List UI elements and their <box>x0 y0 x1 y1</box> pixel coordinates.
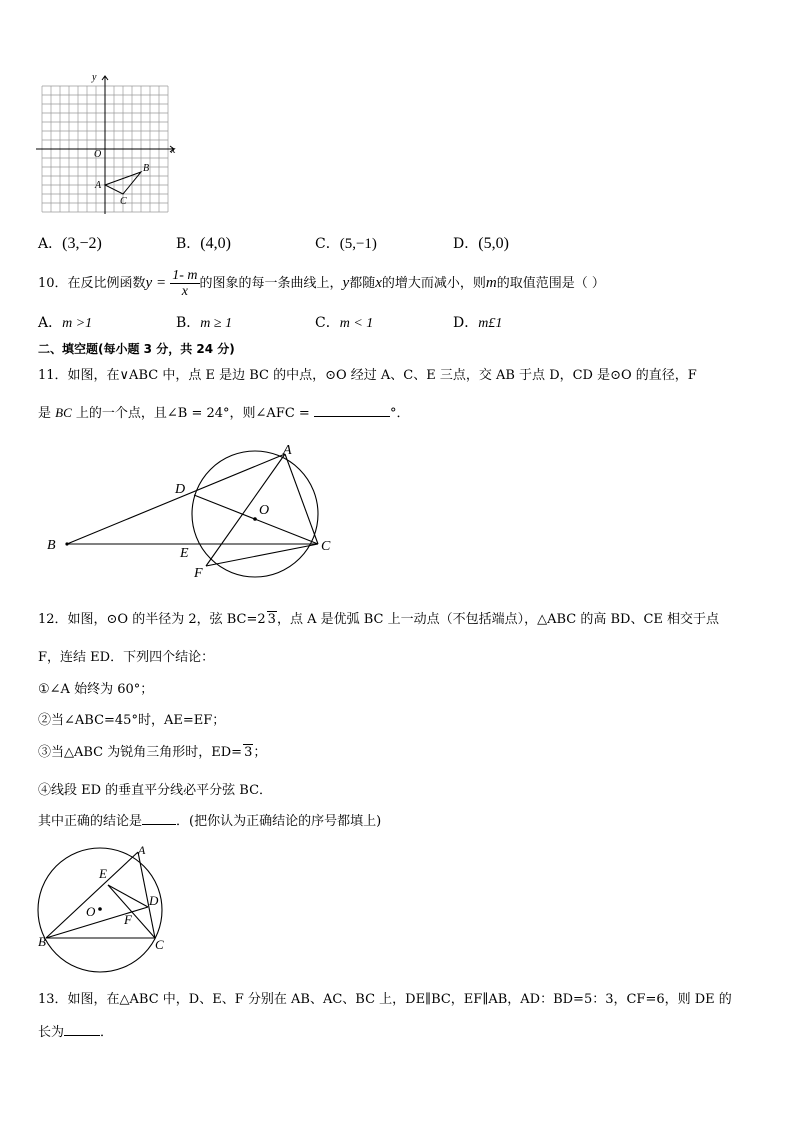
q9-option-c <box>315 233 377 253</box>
q10-var-y: y <box>342 275 350 291</box>
q9-option-d <box>453 233 509 253</box>
q10-option-a-value: m >1 <box>62 316 93 331</box>
q11-circle-figure <box>60 440 340 580</box>
q10-func-lhs: y = <box>145 275 167 291</box>
q12-c3-pre: ③当△ABC 为锐角三角形时，ED= <box>38 745 243 760</box>
q9-point-b-label: B <box>143 163 150 174</box>
q11-label-b: B <box>47 538 56 553</box>
q12-line1-pre: 12．如图，⊙O 的半径为 2，弦 BC=2 <box>38 612 266 627</box>
q10-frac-den: x <box>181 284 188 299</box>
q9-point-a-label: A <box>95 180 102 191</box>
q10-var-x: x <box>375 275 382 291</box>
q10-option-b-value: m ≥ 1 <box>200 316 233 331</box>
q12-c3-sqrt3: 3 <box>244 745 253 760</box>
q10-post3: 的增大而减小，则 <box>381 276 486 291</box>
q10-option-a-letter: A． <box>38 315 63 331</box>
q12-label-e: E <box>99 866 107 881</box>
q10-post1: 的图象的每一条曲线上， <box>199 276 343 291</box>
q10-stem <box>38 266 605 301</box>
q9-option-b <box>176 233 231 253</box>
q9-option-c-letter: C． <box>315 236 340 252</box>
q10-option-d-letter: D． <box>453 315 479 331</box>
q9-point-c-label: C <box>120 196 127 207</box>
q9-option-a <box>38 233 102 253</box>
q9-option-d-value: (5,0) <box>478 235 509 252</box>
q11-line2 <box>38 402 409 421</box>
q11-label-o: O <box>259 503 270 518</box>
q13-line1: 13．如图，在△ABC 中，D、E、F 分别在 AB、AC、BC 上，DE∥BC，EF∥AB，AD：BD=5：3，CF=6，则 DE 的 <box>38 992 732 1007</box>
q10-option-b-letter: B． <box>176 315 201 331</box>
q9-option-c-value: (5,−1) <box>339 236 377 252</box>
q13-answer-blank[interactable] <box>64 1035 100 1036</box>
q11-line2-pre: 是 <box>38 406 56 421</box>
q10-var-m: m <box>485 275 497 291</box>
q10-option-c-letter: C． <box>315 315 340 331</box>
q12-conclusion-4: ④线段 ED 的垂直平分线必平分弦 BC． <box>38 783 273 798</box>
q11-line2-mid: 上的一个点，且∠B = 24°，则∠AFC = <box>71 406 310 421</box>
q10-option-d-value: m£1 <box>478 316 503 331</box>
q12-answer-blank[interactable] <box>142 824 176 825</box>
section-fill-blank-heading: 二、填空题(每小题 3 分，共 24 分) <box>38 342 235 356</box>
q12-label-c: C <box>155 937 164 952</box>
q11-label-e: E <box>180 546 189 561</box>
q12-ask-post: ．(把你认为正确结论的序号都填上) <box>176 814 382 829</box>
q13-line2-pre: 长为 <box>38 1025 65 1040</box>
q9-option-b-value: (4,0) <box>200 235 231 252</box>
q12-conclusion-3 <box>38 741 266 760</box>
q10-option-c <box>315 312 373 332</box>
q11-label-f: F <box>194 566 203 581</box>
q9-y-label: y <box>92 72 97 83</box>
q12-circle-figure <box>34 840 174 978</box>
q12-c3-post: ； <box>253 745 267 760</box>
q10-option-c-value: m < 1 <box>339 316 374 331</box>
q10-pre: 10．在反比例函数 <box>38 276 146 291</box>
q11-arc-bc: BC <box>55 405 72 420</box>
q10-fraction <box>170 268 199 300</box>
q12-sqrt3: 3 <box>267 612 276 627</box>
q9-grid-figure <box>34 72 184 222</box>
q13-line2-post: ． <box>100 1025 114 1040</box>
q9-origin-label: O <box>94 149 102 160</box>
q10-option-a <box>38 312 92 332</box>
q11-label-d: D <box>175 482 186 497</box>
q10-option-b <box>176 312 232 332</box>
q11-line1: 11．如图，在∨ABC 中，点 E 是边 BC 的中点，⊙O 经过 A、C、E 三点，交 AB 于点 D，CD 是⊙O 的直径，F <box>38 368 697 383</box>
q12-ask <box>38 810 381 829</box>
q9-x-label: x <box>171 145 176 156</box>
q12-ask-pre: 其中正确的结论是 <box>38 814 143 829</box>
q9-option-a-letter: A． <box>38 236 63 252</box>
q10-post2: 都随 <box>349 276 376 291</box>
q12-line1-post: ，点 A 是优弧 BC 上一动点（不包括端点），△ABC 的高 BD、CE 相交于点 <box>276 612 720 627</box>
q12-line1 <box>38 608 719 627</box>
q13-line2 <box>38 1021 113 1040</box>
q10-frac-num: 1- m <box>172 267 198 283</box>
q9-option-d-letter: D． <box>453 236 479 252</box>
q12-label-o: O <box>86 904 96 919</box>
q12-label-f: F <box>124 912 132 927</box>
q11-label-c: C <box>321 539 331 554</box>
q12-label-d: D <box>149 893 159 908</box>
q12-label-a: A <box>138 843 146 857</box>
q12-label-b: B <box>38 934 46 949</box>
q11-label-a: A <box>283 443 292 458</box>
q11-line2-post: °． <box>389 406 410 421</box>
q12-conclusion-1: ①∠A 始终为 60°； <box>38 682 154 697</box>
q12-line2: F，连结 ED．下列四个结论： <box>38 650 215 665</box>
q12-conclusion-2: ②当∠ABC=45°时，AE=EF； <box>38 713 226 728</box>
q11-answer-blank[interactable] <box>314 416 390 417</box>
q9-option-b-letter: B． <box>176 236 201 252</box>
q10-option-d <box>453 312 502 332</box>
q10-post4: 的取值范围是（ ） <box>496 276 605 291</box>
q9-option-a-value: (3,−2) <box>62 235 102 252</box>
